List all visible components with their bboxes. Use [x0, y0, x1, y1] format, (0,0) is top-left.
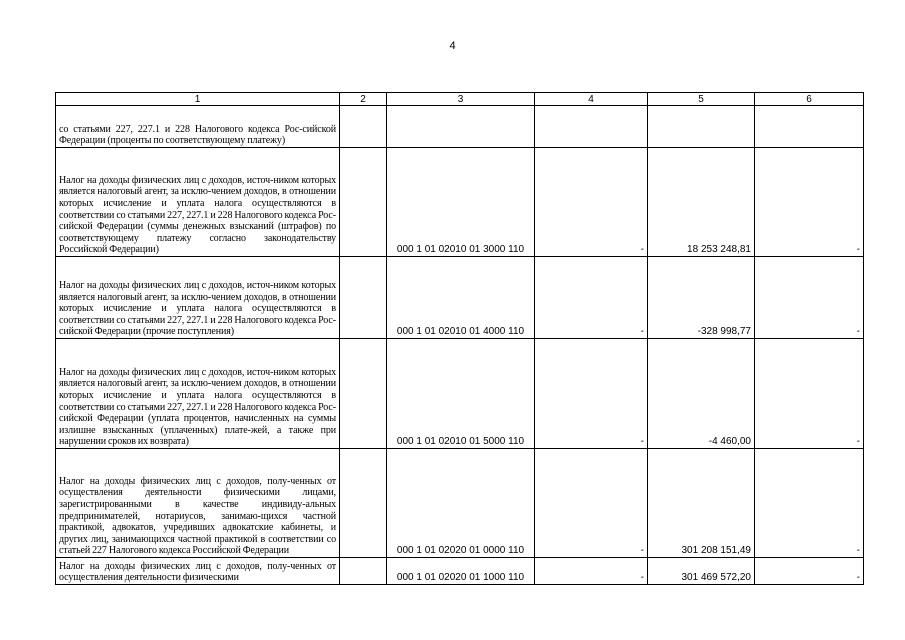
row-col6: - — [755, 558, 864, 585]
row-col6: - — [755, 257, 864, 339]
row-col2 — [340, 339, 387, 449]
row-name: Налог на доходы физических лиц с доходов, источ-ником которых является налоговый агент, за исклю-чением доходов, в отношении которых исчисление и уплата налога осуществляются в соответствии со статьями 227, 227.1 и 228 Налогового кодекса Рос-сийской Федерации (суммы денежных взысканий (штрафов) по соответствующему платежу согласно законодательству Российской Федерации) — [56, 148, 340, 257]
row-col4: - — [535, 558, 648, 585]
row-col4: - — [535, 148, 648, 257]
row-col2 — [340, 148, 387, 257]
row-col5: -328 998,77 — [648, 257, 755, 339]
header-row — [56, 93, 864, 106]
row-code: 000 1 01 02010 01 4000 110 — [387, 257, 535, 339]
column-header-4: 4 — [535, 93, 648, 106]
row-code — [387, 106, 535, 148]
revenue-table — [55, 92, 864, 585]
row-col2 — [340, 257, 387, 339]
table-row — [56, 106, 864, 148]
row-name: со статьями 227, 227.1 и 228 Налогового кодекса Рос-сийской Федерации (проценты по соответствующему платежу) — [56, 106, 340, 148]
row-col2 — [340, 106, 387, 148]
row-name: Налог на доходы физических лиц с доходов, полу-ченных от осуществления деятельности физическими лицами, зарегистрированными в качестве индивиду-альных предпринимателей, нотариусов, занимаю-щихся частной практикой, адвокатов, учредивших адвокатские кабинеты, и других лиц, занимающихся частной практикой в соответствии со статьей 227 Налогового кодекса Российской Федерации — [56, 449, 340, 558]
row-name: Налог на доходы физических лиц с доходов, источ-ником которых является налоговый агент, за исклю-чением доходов, в отношении которых исчисление и уплата налога осуществляются в соответствии со статьями 227, 227.1 и 228 Налогового кодекса Рос-сийской Федерации (уплата процентов, начисленных на суммы излишне взысканных (уплаченных) плате-жей, а также при нарушении сроков их возврата) — [56, 339, 340, 449]
column-header-6: 6 — [755, 93, 864, 106]
row-col4: - — [535, 339, 648, 449]
table-row — [56, 558, 864, 585]
table-row — [56, 339, 864, 449]
row-code: 000 1 01 02010 01 5000 110 — [387, 339, 535, 449]
row-col6: - — [755, 449, 864, 558]
row-col6: - — [755, 339, 864, 449]
page-number: 4 — [449, 40, 456, 52]
row-col6 — [755, 106, 864, 148]
row-code: 000 1 01 02020 01 1000 110 — [387, 558, 535, 585]
table-row — [56, 148, 864, 257]
row-col5: 301 208 151,49 — [648, 449, 755, 558]
column-header-1: 1 — [56, 93, 340, 106]
row-col5: 301 469 572,20 — [648, 558, 755, 585]
row-col5: 18 253 248,81 — [648, 148, 755, 257]
column-header-3: 3 — [387, 93, 535, 106]
column-header-2: 2 — [340, 93, 387, 106]
row-col2 — [340, 558, 387, 585]
row-col2 — [340, 449, 387, 558]
table-row — [56, 257, 864, 339]
row-code: 000 1 01 02020 01 0000 110 — [387, 449, 535, 558]
row-col4: - — [535, 449, 648, 558]
row-name: Налог на доходы физических лиц с доходов, полу-ченных от осуществления деятельности физическими — [56, 558, 340, 585]
column-header-5: 5 — [648, 93, 755, 106]
row-col5: -4 460,00 — [648, 339, 755, 449]
row-col4 — [535, 106, 648, 148]
row-code: 000 1 01 02010 01 3000 110 — [387, 148, 535, 257]
table-row — [56, 449, 864, 558]
row-col5 — [648, 106, 755, 148]
row-name: Налог на доходы физических лиц с доходов, источ-ником которых является налоговый агент, за исклю-чением доходов, в отношении которых исчисление и уплата налога осуществляются в соответствии со статьями 227, 227.1 и 228 Налогового кодекса Рос-сийской Федерации (прочие поступления) — [56, 257, 340, 339]
row-col6: - — [755, 148, 864, 257]
row-col4: - — [535, 257, 648, 339]
